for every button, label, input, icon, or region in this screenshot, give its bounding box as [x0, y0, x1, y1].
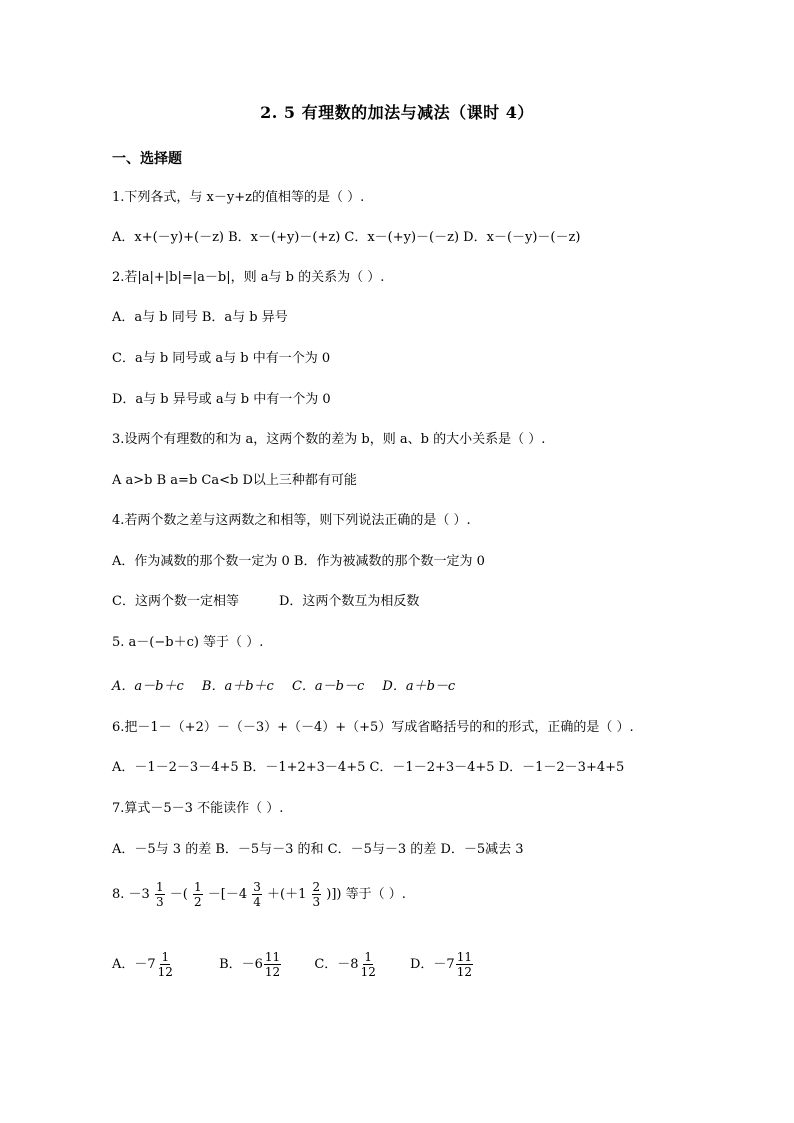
question-5-option-b: B．a＋b＋c: [201, 679, 274, 694]
q8-expr-part3: －[－4: [207, 887, 248, 902]
fraction: $\frac{3}{4}$: [253, 880, 261, 909]
question-2-option-d: D．a与 b 异号或 a与 b 中有一个为 0: [112, 392, 331, 407]
question-7-stem: 7.算式－5－3 不能读作（ ）.: [112, 801, 284, 816]
question-8-option-c: C．－8 $\frac{1}{12}$: [314, 950, 376, 979]
fraction: $\frac{11}{12}$: [456, 950, 472, 979]
question-5-options: [112, 677, 455, 697]
question-4-options-ab: A．作为减数的那个数一定为 0 B．作为被减数的那个数一定为 0: [112, 554, 485, 569]
question-8-options: [112, 950, 474, 979]
question-6-options: A．－1－2－3－4+5 B．－1+2+3－4+5 C．－1－2+3－4+5 D．－1－2－3+4+5: [112, 760, 625, 775]
question-4-options-cd: [112, 592, 419, 612]
fraction: $\frac{1}{12}$: [157, 950, 173, 979]
page-title: 2. 5 有理数的加法与减法（课时 4）: [260, 103, 534, 122]
question-5-stem: 5. a－(−b＋c) 等于（ ）.: [112, 635, 264, 650]
question-2-option-c: C．a与 b 同号或 a与 b 中有一个为 0: [112, 351, 331, 366]
fraction: $\frac{2}{3}$: [312, 880, 321, 909]
question-5-option-a: A．a－b＋c: [112, 679, 184, 694]
question-4-stem: 4.若两个数之差与这两数之和相等，则下列说法正确的是（ ）.: [112, 513, 471, 528]
question-8-option-a: A．－7 $\frac{1}{12}$: [112, 950, 173, 979]
q8-expr-part1: －3: [128, 887, 150, 902]
question-2-options-ab: A．a与 b 同号 B．a与 b 异号: [112, 310, 288, 325]
fraction: $\frac{1}{12}$: [360, 950, 376, 979]
section-heading: 一、选择题: [112, 151, 182, 167]
question-1-stem: 1.下列各式，与 x－y+z的值相等的是（ ）.: [112, 190, 365, 205]
question-6-stem: 6.把－1－（+2）－（－3）+（－4）+（+5）写成省略括号的和的形式，正确的是（ ）.: [112, 720, 634, 735]
q8-expr-part5: )]): [326, 887, 342, 902]
question-2-stem: 2.若|a|+|b|=|a－b|，则 a与 b 的关系为（ ）.: [112, 270, 385, 285]
fraction: $\frac{11}{12}$: [264, 950, 281, 979]
q8-expr-part2: －(: [169, 887, 188, 902]
question-8-stem: 8. －3 $\frac{1}{3}$ －( $\frac{1}{2}$ －[－4 $\frac{3}{4}$ ＋(＋1 $\frac{2}{3}$ )]) 等于（ ）.: [112, 880, 406, 909]
question-1-options: A．x+(－y)+(－z) B．x－(+y)－(+z) C．x－(+y)－(－z) D．x－(－y)－(－z): [112, 230, 581, 245]
question-8-option-b: B．－6 $\frac{11}{12}$: [219, 950, 281, 979]
fraction: $\frac{1}{3}$: [155, 880, 164, 909]
fraction: $\frac{1}{2}$: [193, 880, 202, 909]
question-4-option-c: C．这两个数一定相等: [112, 594, 239, 609]
question-8-option-d: D．－7 $\frac{11}{12}$: [409, 950, 472, 979]
question-5-option-c: C．a－b－c: [291, 679, 365, 694]
question-3-options: A a>b B a=b Ca<b D以上三种都有可能: [112, 473, 357, 488]
question-5-option-d: D．a＋b－c: [382, 679, 456, 694]
question-7-options: A．－5与 3 的差 B．－5与－3 的和 C．－5与－3 的差 D．－5减去 3: [112, 842, 524, 857]
q8-expr-part4: ＋(＋1: [267, 887, 307, 902]
question-3-stem: 3.设两个有理数的和为 a，这两个数的差为 b，则 a、b 的大小关系是（ ）.: [112, 432, 546, 447]
question-4-option-d: D．这两个数互为相反数: [278, 594, 420, 609]
